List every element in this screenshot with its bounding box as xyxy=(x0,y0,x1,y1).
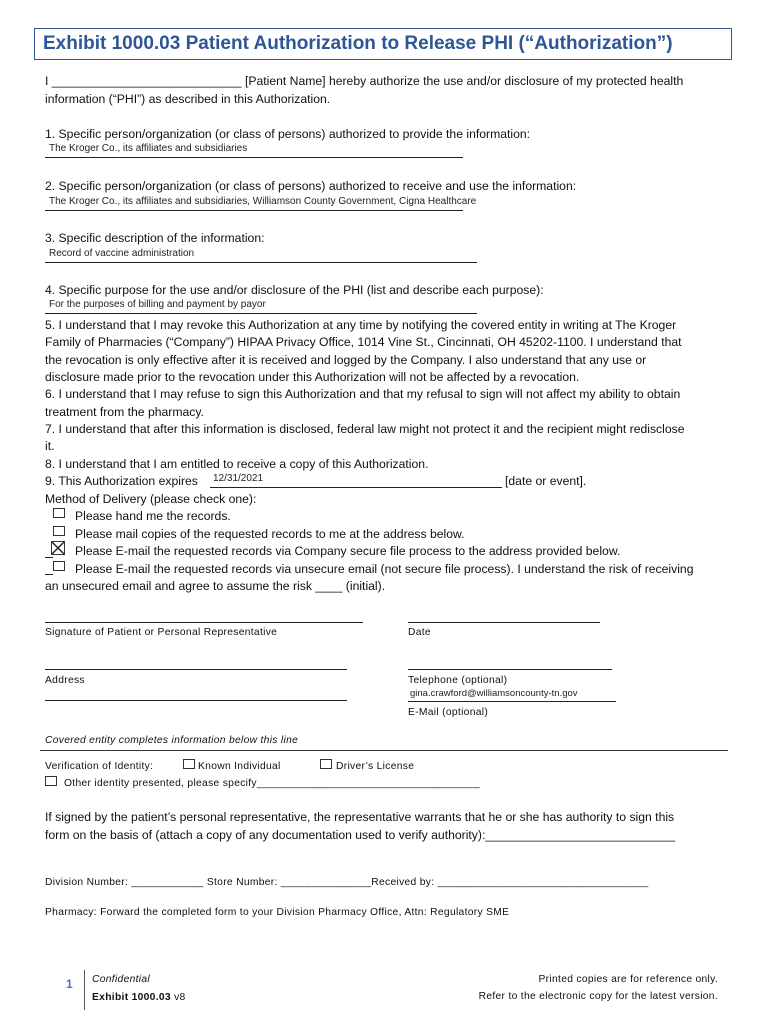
address-line-1[interactable] xyxy=(45,669,347,670)
delivery-method-label: Method of Delivery (please check one): xyxy=(45,492,257,506)
option-secure-email-label: Please E-mail the requested records via Company secure file process to the address provided below. xyxy=(75,544,621,558)
email-value[interactable]: gina.crawford@williamsoncounty-tn.gov xyxy=(410,688,578,699)
item-5-line-1: 5. I understand that I may revoke this Authorization at any time by notifying the covered entity in writing at The Kroger xyxy=(45,318,677,332)
email-label: E-Mail (optional) xyxy=(408,707,489,718)
item-3-answer[interactable]: Record of vaccine administration xyxy=(49,248,195,259)
footer-exhibit xyxy=(92,992,186,1003)
item-1-question: 1. Specific person/organization (or class of persons) authorized to provide the information: xyxy=(45,127,531,141)
option-mail-checkbox[interactable] xyxy=(53,526,65,536)
item-7-line-2: it. xyxy=(45,439,55,453)
item-3-question: 3. Specific description of the information: xyxy=(45,231,265,245)
footer-exhibit-number: Exhibit 1000.03 xyxy=(92,992,171,1003)
item-5-line-2: Family of Pharmacies (“Company”) HIPAA Privacy Office, 1014 Vine St., Cincinnati, OH 45202-1100. I understand that xyxy=(45,335,682,349)
option-secure-email-underline xyxy=(45,557,53,558)
known-individual-checkbox[interactable] xyxy=(183,759,195,769)
item-9-suffix: [date or event]. xyxy=(505,474,587,488)
email-line xyxy=(408,701,616,702)
option-hand-label: Please hand me the records. xyxy=(75,509,231,523)
signature-line[interactable] xyxy=(45,622,363,623)
known-individual-label: Known Individual xyxy=(198,761,281,772)
expiry-date-line xyxy=(210,487,502,488)
item-5-line-3: the revocation is only effective after it is received and logged by the Company. I also understand that any use or xyxy=(45,353,647,367)
item-6-line-2: treatment from the pharmacy. xyxy=(45,405,204,419)
item-8: 8. I understand that I am entitled to receive a copy of this Authorization. xyxy=(45,457,429,471)
expiry-date-value[interactable]: 12/31/2021 xyxy=(213,473,264,484)
division-store-received: Division Number: ____________ Store Number: _______________Received by: ___________________________________ xyxy=(45,877,649,888)
option-secure-email-checkbox-checked[interactable] xyxy=(51,541,65,555)
address-label: Address xyxy=(45,675,85,686)
option-mail-label: Please mail copies of the requested records to me at the address below. xyxy=(75,527,465,541)
verification-label: Verification of Identity: xyxy=(45,761,154,772)
covered-entity-heading: Covered entity completes information below this line xyxy=(45,735,299,746)
item-1-line xyxy=(45,157,463,158)
item-2-question: 2. Specific person/organization (or class of persons) authorized to receive and use the information: xyxy=(45,179,577,193)
item-5-line-4: disclosure made prior to the revocation under this Authorization will not be affected by a revocation. xyxy=(45,370,580,384)
option-unsecure-email-label: Please E-mail the requested records via unsecure email (not secure file process). I understand the risk of receiving xyxy=(75,562,694,576)
covered-entity-divider xyxy=(40,750,728,751)
page-title: Exhibit 1000.03 Patient Authorization to Release PHI (“Authorization”) xyxy=(34,28,732,60)
option-unsecure-email-underline xyxy=(45,574,53,575)
item-4-question: 4. Specific purpose for the use and/or disclosure of the PHI (list and describe each purpose): xyxy=(45,283,544,297)
drivers-license-label: Driver’s License xyxy=(336,761,415,772)
signature-label: Signature of Patient or Personal Representative xyxy=(45,627,278,638)
representative-line-2: form on the basis of (attach a copy of any documentation used to verify authority):____________________________ xyxy=(45,828,676,842)
item-4-answer[interactable]: For the purposes of billing and payment by payor xyxy=(49,299,266,310)
other-identity-checkbox[interactable] xyxy=(45,776,57,786)
pharmacy-instruction: Pharmacy: Forward the completed form to your Division Pharmacy Office, Attn: Regulatory SME xyxy=(45,907,510,918)
item-2-line xyxy=(45,210,463,211)
page-number: 1 xyxy=(66,977,73,991)
item-6-line-1: 6. I understand that I may refuse to sign this Authorization and that my refusal to sign will not affect my ability to obtain xyxy=(45,387,681,401)
item-1-answer[interactable]: The Kroger Co., its affiliates and subsidiaries xyxy=(49,143,248,154)
option-unsecure-email-label-2: an unsecured email and agree to assume the risk ____ (initial). xyxy=(45,579,386,593)
item-2-answer[interactable]: The Kroger Co., its affiliates and subsidiaries, Williamson County Government, Cigna Healthcare xyxy=(49,196,477,207)
other-identity-label: Other identity presented, please specify_____________________________________ xyxy=(64,778,480,789)
footer-note-1: Printed copies are for reference only. xyxy=(538,974,718,985)
option-hand-checkbox[interactable] xyxy=(53,508,65,518)
date-label: Date xyxy=(408,627,431,638)
intro-line-2: information (“PHI”) as described in this Authorization. xyxy=(45,92,331,106)
footer-exhibit-version: v8 xyxy=(170,992,186,1003)
date-line[interactable] xyxy=(408,622,600,623)
item-3-line xyxy=(45,262,477,263)
footer-confidential: Confidential xyxy=(92,974,150,985)
item-4-line xyxy=(45,313,477,314)
telephone-line[interactable] xyxy=(408,669,612,670)
item-9-prefix: 9. This Authorization expires xyxy=(45,474,198,488)
option-unsecure-email-checkbox[interactable] xyxy=(53,561,65,571)
telephone-label: Telephone (optional) xyxy=(408,675,508,686)
footer-note-2: Refer to the electronic copy for the latest version. xyxy=(478,991,718,1002)
address-line-2[interactable] xyxy=(45,700,347,701)
representative-line-1: If signed by the patient’s personal representative, the representative warrants that he or she has authority to sign this xyxy=(45,810,675,824)
item-7-line-1: 7. I understand that after this information is disclosed, federal law might not protect it and the recipient might redisclose xyxy=(45,422,685,436)
drivers-license-checkbox[interactable] xyxy=(320,759,332,769)
intro-line-1: I ____________________________ [Patient Name] hereby authorize the use and/or disclosure of my protected health xyxy=(45,74,684,88)
